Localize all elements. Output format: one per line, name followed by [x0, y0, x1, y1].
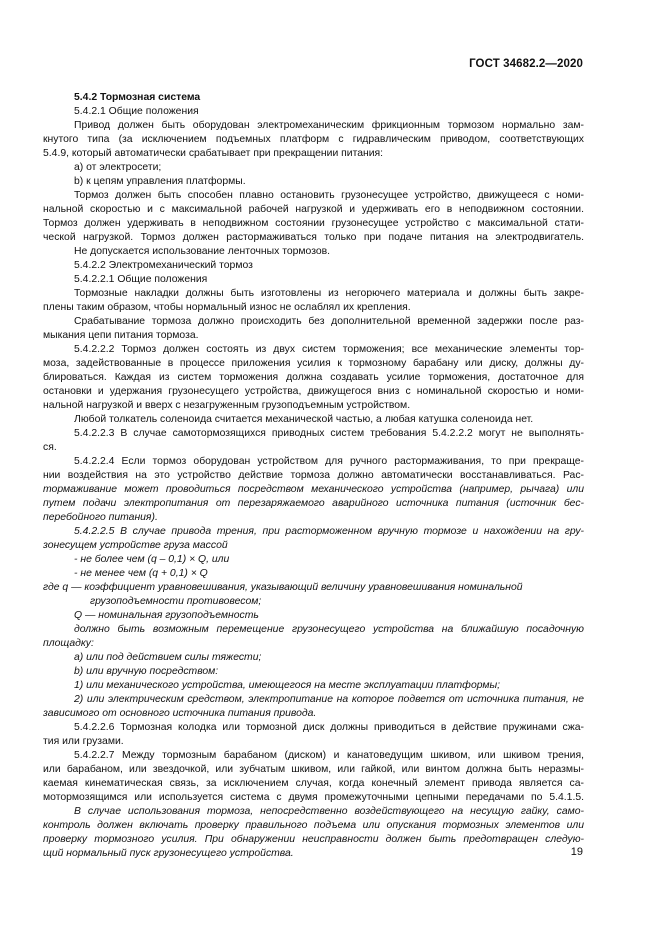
- text-line: 5.4.2.2.1 Общие положения: [74, 274, 208, 285]
- text-line: Тормоз должен удерживать в неподвижном состоянии грузонесущее устройство с максимальной стати-: [43, 218, 584, 229]
- text-line: нальной скоростью и с максимальной рабочей нагрузкой и удерживать его в неподвижном состоянии.: [43, 204, 584, 215]
- standard-number: ГОСТ 34682.2—2020: [469, 58, 583, 70]
- text-line: - не более чем (q – 0,1) × Q, или: [74, 554, 230, 565]
- text-line: Тормоз должен быть способен плавно остановить грузонесущее устройство, движущееся с номи-: [74, 190, 584, 201]
- text-line: где q — коэффициент уравновешивания, указывающий величину уравновешивания номинальной: [43, 582, 523, 593]
- text-line: b) к цепям управления платформы.: [74, 176, 246, 187]
- text-line: 2) или электрическим средством, электропитание на которое подвется от источника питания, не: [74, 694, 584, 705]
- text-line: остановки и удержания грузонесущего устройства, движущегося вниз с номинальной скоростью и номи-: [43, 386, 584, 397]
- text-line: нии воздействия на это устройство действие тормоза должно автоматически восстанавливаться. Рас-: [43, 470, 584, 481]
- text-line: должно быть возможным перемещение грузонесущего устройства на ближайшую посадочную: [74, 624, 584, 635]
- text-line: моза, задействованные в процессе приложения усилия к тормозному барабану или диску, должны ду-: [43, 358, 584, 369]
- text-line: ся.: [43, 442, 57, 453]
- text-line: 5.4.2.2.2 Тормоз должен состоять из двух систем торможения; все механические элементы тор-: [74, 344, 584, 355]
- text-line: грузоподъемности противовесом;: [90, 596, 262, 607]
- document-body: [43, 91, 584, 861]
- text-line: 5.4.2.1 Общие положения: [74, 106, 199, 117]
- text-line: тормаживание может проводиться посредством механического устройства (например, рычага) или: [43, 484, 584, 495]
- text-line: тия или грузами.: [43, 736, 124, 747]
- text-line: мотормозящимся или используется система с двумя промежуточными цепными передачами по 5.4.1.5.: [43, 792, 584, 803]
- text-line: площадку:: [43, 638, 94, 649]
- text-line: Не допускается использование ленточных тормозов.: [74, 246, 331, 257]
- text-line: ческой нагрузкой. Тормоз должен растормаживаться только при подаче питания на электродвигатель.: [43, 232, 584, 243]
- text-line: проверку тормозного усилия. При обнаружении неисправности должен быть предотвращен следую-: [43, 834, 584, 845]
- text-line: контроль должен включать проверку правильного подъема или опускания тормозных элементов или: [43, 820, 584, 831]
- text-line: щий нормальный пуск грузонесущего устройства.: [43, 848, 294, 859]
- text-line: а) или под действием силы тяжести;: [74, 652, 262, 663]
- text-line: 1) или механического устройства, имеющегося на месте эксплуатации платформы;: [74, 680, 501, 691]
- text-line: мыкания цепи питания тормоза.: [43, 330, 199, 341]
- text-line: 5.4.2.2 Электромеханический тормоз: [74, 260, 253, 271]
- text-line: а) от электросети;: [74, 162, 162, 173]
- text-line: 5.4.2.2.6 Тормозная колодка или тормозной диск должны приводиться в действие пружинами сжа-: [74, 722, 584, 733]
- page-number: 19: [570, 846, 583, 858]
- text-line: Тормозные накладки должны быть изготовлены из негорючего материала и должны быть закре-: [74, 288, 584, 299]
- text-line: 5.4.2 Тормозная система: [74, 92, 201, 103]
- text-line: 5.4.2.2.5 В случае привода трения, при расторможенном вручную тормозе и нахождении на гру-: [74, 526, 584, 537]
- text-line: зависимого от основного источника питания привода.: [43, 708, 317, 719]
- text-line: 5.4.9, который автоматически срабатывает при прекращении питания:: [43, 148, 384, 159]
- text-line: 5.4.2.2.4 Если тормоз оборудован устройством для ручного растормаживания, то при прекраще-: [74, 456, 584, 467]
- text-line: путем подачи электропитания от перезаряжаемого аварийного источника питания (источник бес-: [43, 498, 584, 509]
- text-line: нальной нагрузкой и вверх с незагруженным грузоподъемным устройством.: [43, 400, 411, 411]
- text-line: В случае использования тормоза, непосредственно воздействующего на несущую гайку, само-: [74, 806, 584, 817]
- text-line: 5.4.2.2.3 В случае самотормозящихся приводных систем требования 5.4.2.2.2 могут не выполнять-: [74, 428, 584, 439]
- text-line: 5.4.2.2.7 Между тормозным барабаном (диском) и канатоведущим шкивом, или шкивом трения,: [74, 750, 584, 761]
- text-line: b) или вручную посредством:: [74, 666, 219, 677]
- text-line: Q — номинальная грузоподъемность: [74, 610, 259, 621]
- text-line: перебойного питания).: [43, 512, 158, 523]
- text-line: Любой толкатель соленоида считается механической частью, а любая катушка соленоида нет.: [74, 414, 534, 425]
- text-line: блироваться. Каждая из систем торможения должна создавать усилие торможения, достаточное для: [43, 372, 584, 383]
- text-line: каемая кинематическая связь, за исключением случая, когда конечный элемент привода является са-: [43, 778, 584, 789]
- text-line: Срабатывание тормоза должно происходить без дополнительной временной задержки после раз-: [74, 316, 584, 327]
- text-line: - не менее чем (q + 0,1) × Q: [74, 568, 208, 579]
- text-line: зонесущем устройстве груза массой: [43, 540, 228, 551]
- text-line: плены таким образом, чтобы нормальный износ не ослаблял их крепления.: [43, 302, 411, 313]
- text-line: Привод должен быть оборудован электромеханическим фрикционным тормозом нормально зам-: [74, 120, 584, 131]
- text-line: или барабаном, или звездочкой, или зубчатым шкивом, или гайкой, или винтом должна быть неразмы-: [43, 764, 584, 775]
- text-line: кнутого типа (за исключением подъемных платформ с гидравлическим приводом, соответствующих: [43, 134, 584, 145]
